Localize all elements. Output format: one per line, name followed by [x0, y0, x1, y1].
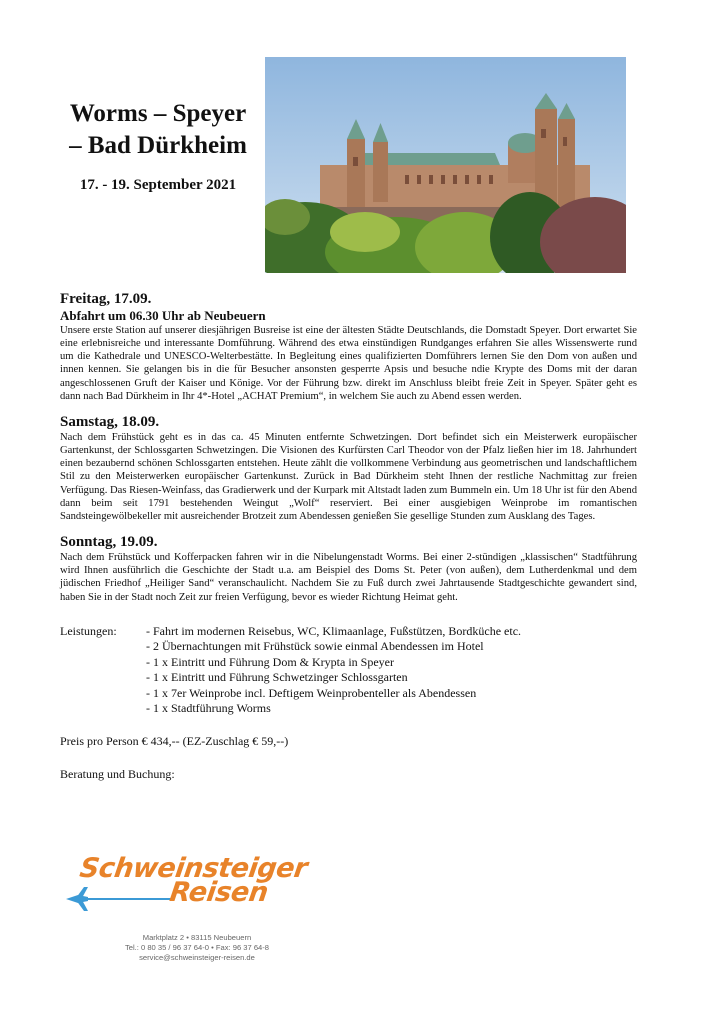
service-item: - 1 x Eintritt und Führung Schwetzinger Schlossgarten — [146, 670, 408, 685]
services-items — [146, 624, 521, 717]
company-address: Marktplatz 2 • 83115 Neubeuern — [142, 933, 252, 942]
service-item: - Fahrt im modernen Reisebus, WC, Klimaanlage, Fußstützen, Bordküche etc. — [146, 623, 522, 638]
day-3 — [60, 533, 637, 604]
service-item: - 2 Übernachtungen mit Frühstück sowie einmal Abendessen im Hotel — [146, 639, 484, 654]
title-line-1: Worms – Speyer — [69, 100, 247, 127]
itinerary — [60, 290, 637, 782]
logo-text-line-2: Reisen — [167, 877, 270, 908]
day-1-subtitle: Abfahrt um 06.30 Uhr ab Neubeuern — [60, 308, 266, 323]
company-email[interactable]: service@schweinsteiger-reisen.de — [139, 953, 255, 963]
company-contact — [92, 933, 302, 964]
day-2-title: Samstag, 18.09. — [60, 413, 160, 430]
title-line-2: – Bad Dürkheim — [69, 132, 247, 159]
page-title — [40, 98, 276, 162]
service-item: - 1 x 7er Weinprobe incl. Deftigem Weinprobenteller als Abendessen — [146, 685, 477, 700]
service-item: - 1 x Eintritt und Führung Dom & Krypta in Speyer — [146, 654, 394, 669]
travel-dates: 17. - 19. September 2021 — [79, 177, 237, 193]
day-1-title: Freitag, 17.09. — [60, 291, 152, 307]
day-1 — [60, 290, 637, 403]
logo-text-line-1: Schweinsteiger — [77, 853, 310, 884]
day-3-text: Nach dem Frühstück und Kofferpacken fahren wir in die Nibelungenstadt Worms. Bei einer 2-stündigen „klassischen“ Stadtführung wird Ihnen ausführlich die Geschichte der Stadt u.a. am Beispiel des Doms St. Peter (von außen), dem Lutherdenkmal und dem jüdischen Friedhof „Heiliger Sand“ veranschaulicht. Nachdem Sie zu Fuß durch zwei Jahrtausende Stadtgeschichte gewandert sind, haben Sie in der Stadt noch Zeit zur freien Verfügung, bevor es wieder Richtung Heimat geht. — [60, 552, 637, 603]
cathedral-photo — [265, 57, 626, 273]
service-item: - 1 x Stadtführung Worms — [146, 701, 271, 716]
day-1-text: Unsere erste Station auf unserer diesjährigen Busreise ist eine der ältesten Städte Deutschlands, die Domstadt Speyer. Dort erwartet Sie eine erlebnisreiche und interessante Domführung. Während des etwa einstündigen Rundganges erfahren Sie alles Wissenswerte rund um die Kathedrale und UNESCO-Welterbestätte. In Begleitung eines qualifizierten Domführers lernen Sie den Dom von außen und innen kennen. Sie gelangen bis in die für Besucher ansonsten gesperrte Apsis und besuche ndie Krypte des Doms mit der daran angeschlossenen Gruft der Kaiser und Könige. Vor der Führung bzw. direkt im Anschluss bleibt freie Zeit in Speyer. Später geht es dann nach Bad Dürkheim in Ihr 4*-Hotel „ACHAT Premium“, in welchem Sie auch zu Abend essen werden. — [60, 325, 637, 402]
airplane-icon — [64, 883, 174, 913]
day-2 — [60, 413, 637, 523]
company-phone: Tel.: 0 80 35 / 96 37 64-0 • Fax: 96 37 64-8 — [124, 943, 270, 953]
services-list — [60, 624, 637, 717]
services-label: Leistungen: — [60, 623, 117, 638]
company-logo — [62, 853, 312, 968]
day-3-title: Sonntag, 19.09. — [60, 534, 158, 551]
day-2-text: Nach dem Frühstück geht es in das ca. 45 Minuten entfernte Schwetzingen. Dort befindet sich ein Meisterwerk europäischer Gartenkunst, der Schlossgarten Schwetzingen. Die Visionen des Kurfürsten Carl Theodor von der Pfalz ließen hier im 18. Jahrhundert einen bezaubernd schönen Schlossgarten entstehen. Heute zählt die vollkommene Verbindung aus geometrischen und landschaftlichem Stil zu den Meisterwerken europäischer Gartenkunst. Zurück in Bad Dürkheim steht Ihnen der restliche Nachmittag zur freien Verfügung. Das Riesen-Weinfass, das Gradierwerk und der Kurpark mit Altstadt laden zum Bummeln ein. Um 18 Uhr ist für den Abend dann beim seit 1791 bestehenden Weingut „Wolf“ reserviert. Bei einer ausgiebigen Weinprobe im romantischen Sandsteingewölbekeller mit ausreichender Brotzeit zum Abendessen genießen Sie gesellige Stunden zum Ausklang des Tages. — [60, 431, 637, 522]
price-info: Preis pro Person € 434,-- (EZ-Zuschlag € 59,--) — [60, 733, 289, 748]
booking-heading: Beratung und Buchung: — [60, 766, 175, 781]
